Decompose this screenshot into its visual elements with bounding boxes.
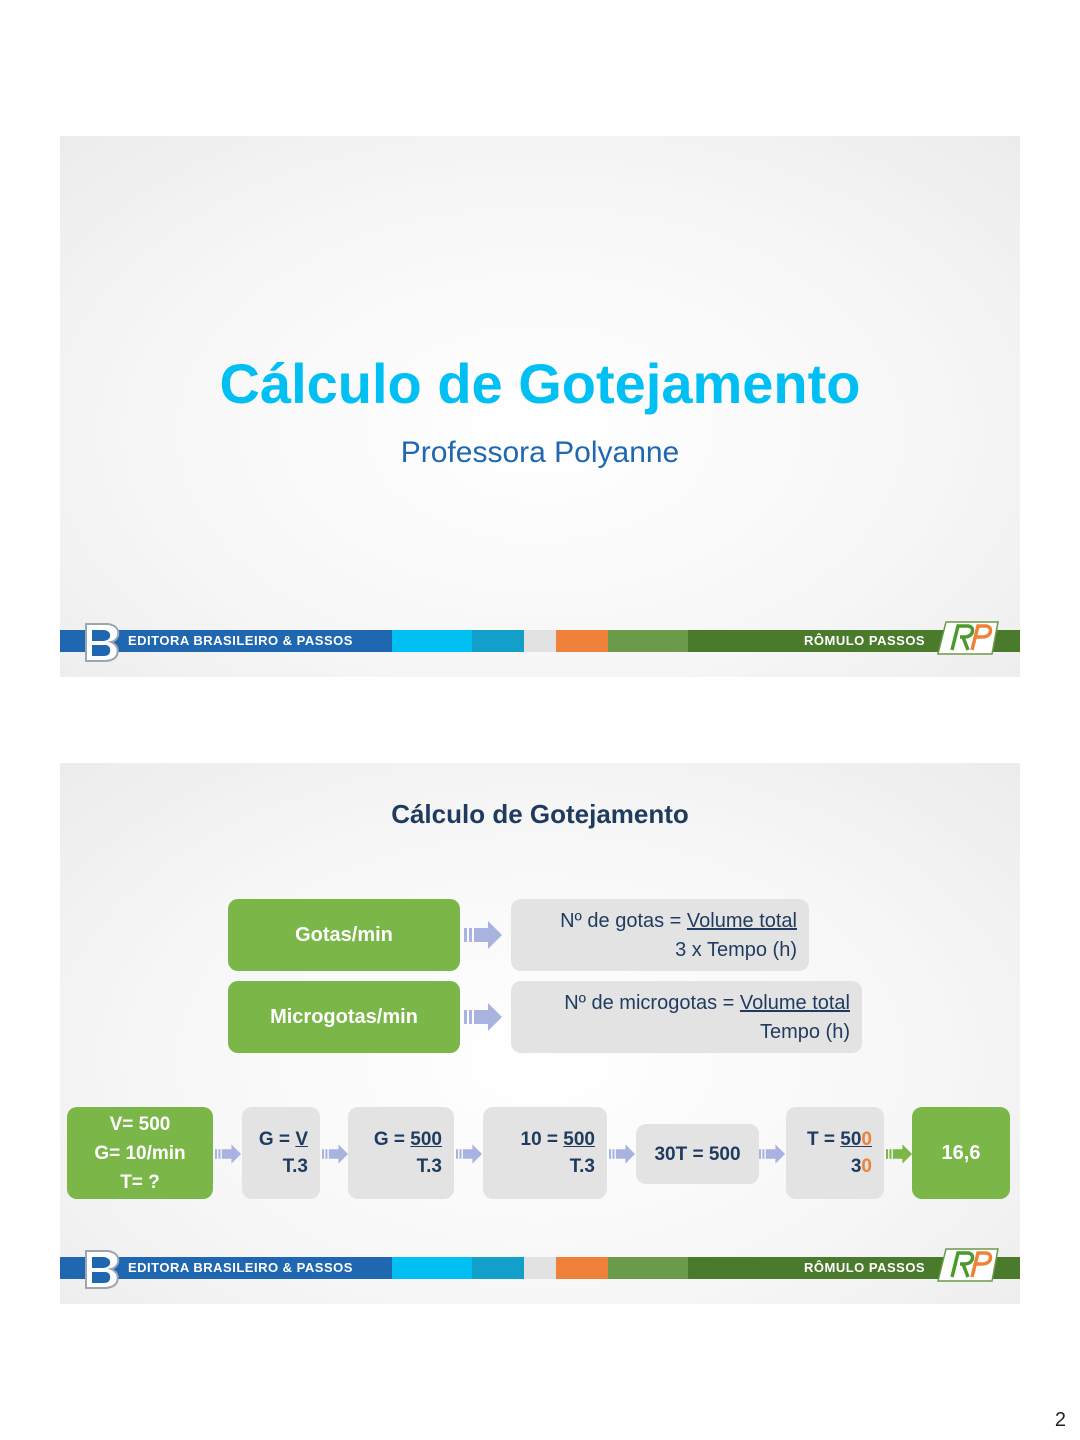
step-1-box: [242, 1107, 320, 1199]
slide-title: Cálculo de Gotejamento: [391, 799, 689, 829]
footer-band: [60, 1257, 1020, 1279]
step-denominator: T.3: [569, 1156, 595, 1177]
footer-segment-orange: [556, 1257, 608, 1279]
microgotas-min-label: Microgotas/min: [270, 1005, 418, 1028]
arrow-right-icon: [464, 921, 502, 949]
page-number: 2: [1054, 1409, 1066, 1431]
formula-lhs: Nº de microgotas =: [564, 992, 740, 1014]
footer-segment-orange: [556, 630, 608, 652]
step-3-box: [483, 1107, 607, 1199]
microgotas-min-box: [228, 981, 460, 1053]
arrow-right-icon: [759, 1143, 785, 1165]
step-numerator: 500: [563, 1129, 595, 1150]
step-numerator: 50: [840, 1129, 862, 1150]
publisher-name: EDITORA BRASILEIRO & PASSOS: [128, 1260, 353, 1275]
content-slide: [60, 763, 1020, 1304]
step-4-box: [636, 1124, 759, 1184]
publisher-name: EDITORA BRASILEIRO & PASSOS: [128, 633, 353, 648]
formula-denominator: Tempo (h): [759, 1021, 850, 1043]
author-name: RÔMULO PASSOS: [804, 633, 926, 648]
step-numerator: 500: [410, 1129, 442, 1150]
given-values-box: [67, 1107, 213, 1199]
arrow-right-icon: [456, 1143, 482, 1165]
footer-segment-teal: [472, 1257, 524, 1279]
title-slide: [60, 136, 1020, 677]
footer-segment-gray: [524, 630, 556, 652]
result-value: 16,6: [941, 1141, 981, 1164]
author-name: RÔMULO PASSOS: [804, 1260, 926, 1275]
gotas-formula-line: [523, 907, 797, 936]
arrow-right-icon: [215, 1143, 241, 1165]
step-denominator: 3: [850, 1156, 862, 1177]
step-lhs: G =: [258, 1129, 296, 1150]
formula-numerator: Volume total: [686, 910, 797, 932]
slide-subtitle: Professora Polyanne: [400, 436, 680, 469]
result-box: [912, 1107, 1010, 1199]
step-denominator-cancelled-digit: 0: [861, 1156, 872, 1177]
footer-segment-cyan: [392, 630, 472, 652]
editora-logo-icon: [80, 622, 122, 662]
gotas-min-label: Gotas/min: [295, 923, 393, 946]
gotas-formula-box: [511, 899, 809, 971]
slide-title: Cálculo de Gotejamento: [219, 352, 861, 415]
step-denominator: T.3: [416, 1156, 442, 1177]
arrow-right-icon: [322, 1143, 348, 1165]
given-time: T= ?: [120, 1171, 160, 1193]
step-5-box: [786, 1107, 884, 1199]
footer-segment-gray: [524, 1257, 556, 1279]
gotas-min-box: [228, 899, 460, 971]
rp-logo-icon: [936, 620, 1000, 656]
step-lhs: 10 =: [520, 1129, 564, 1150]
footer-segment-cyan: [392, 1257, 472, 1279]
formula-lhs: Nº de gotas =: [560, 910, 687, 932]
formula-denominator: 3 x Tempo (h): [675, 939, 797, 961]
formula-numerator: Volume total: [739, 992, 850, 1014]
arrow-right-icon: [464, 1003, 502, 1031]
given-volume: V= 500: [109, 1113, 171, 1135]
given-drops: G= 10/min: [94, 1142, 186, 1164]
step-lhs: G =: [373, 1129, 411, 1150]
step-denominator: T.3: [282, 1156, 308, 1177]
footer-segment-teal: [472, 630, 524, 652]
rp-logo-icon: [936, 1247, 1000, 1283]
footer-band: [60, 630, 1020, 652]
step-equation: 30T = 500: [654, 1143, 741, 1165]
microgotas-formula-box: [511, 981, 862, 1053]
step-numerator: V: [295, 1129, 308, 1150]
arrow-right-icon: [609, 1143, 635, 1165]
microgotas-formula-line: [523, 989, 850, 1018]
step-lhs: T =: [807, 1129, 841, 1150]
editora-logo-icon: [80, 1249, 122, 1289]
step-2-box: [348, 1107, 454, 1199]
arrow-right-icon: [886, 1143, 912, 1165]
step-numerator-cancelled-digit: 0: [861, 1129, 872, 1150]
footer-segment-green: [608, 630, 688, 652]
footer-segment-green: [608, 1257, 688, 1279]
